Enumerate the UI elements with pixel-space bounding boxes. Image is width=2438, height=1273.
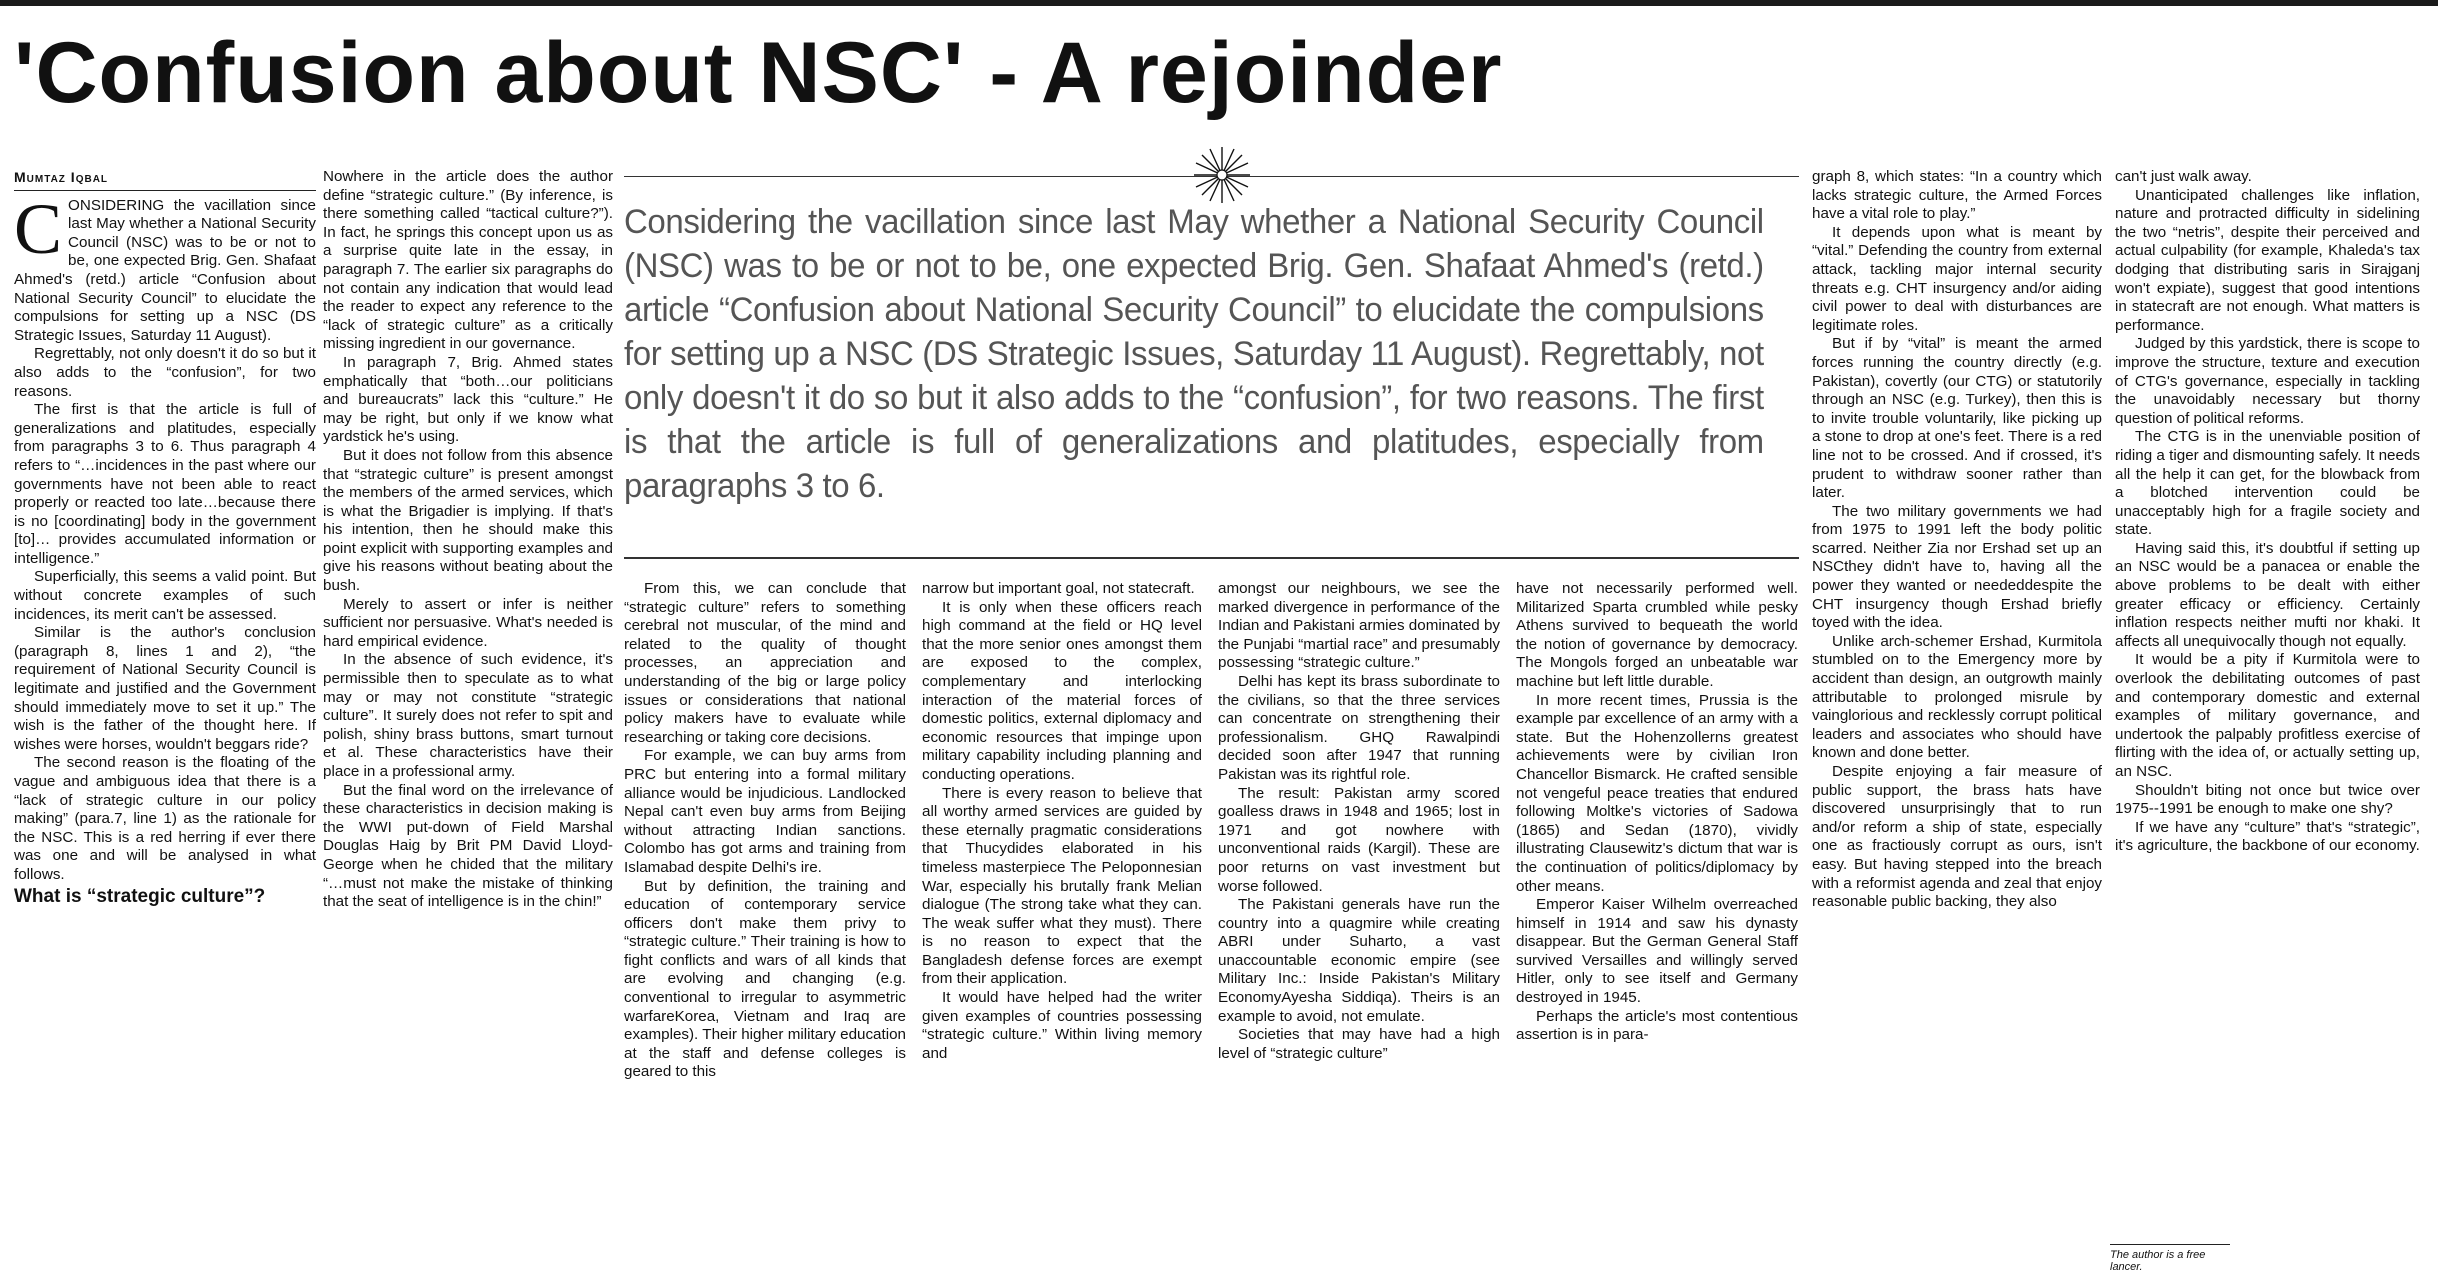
paragraph: Regrettably, not only doesn't it do so but it also adds to the “confusion”, for two reasons.: [14, 345, 316, 400]
paragraph: The first is that the article is full of generalizations and platitudes, especially from paragraphs 3 to 6. Thus paragraph 4 refers to “…incidences in the past where our governments have not been able to react properly or reacted too late…because there is no [coordinating] body in the government [to]… provides accumulated information or intelligence.”: [14, 401, 316, 567]
paragraph: But it does not follow from this absence that “strategic culture” is present amongst the members of the armed services, which is what the Brigadier is implying. If that's his intention, then he should make this point explicit with supporting examples and give his reasons without beating about the bush.: [323, 446, 613, 595]
paragraph: In the absence of such evidence, it's permissible then to speculate as to what may or may not constitute “strategic culture”. It surely does not refer to spit and polish, shiny brass buttons, smart turnout et al. These characteristics have their place in a professional army.: [323, 651, 613, 780]
paragraph: But the final word on the irrelevance of these characteristics in decision making is the WWI put-down of Field Marshal Douglas Haig by Brit PM David Lloyd-George when he chided that the military “…must not make the mistake of thinking that the seat of intelligence is in the chin!”: [323, 781, 613, 911]
paragraph: But if by “vital” is meant the armed forces running the country directly (e.g. Pakistan), covertly (our CTG) or statutorily through an NSC (e.g. Turkey), then this is to invite trouble voluntarily, like picking up a stone to drop at one's feet. There is a red line not to be crossed. And if crossed, it's prudent to withdraw sooner rather than later.: [1812, 335, 2102, 502]
starburst-icon: [1192, 145, 1252, 205]
column-8: [2115, 168, 2420, 856]
author-footnote: The author is a free lancer.: [2110, 1244, 2230, 1273]
paragraph: Nowhere in the article does the author define “strategic culture.” (By inference, is there something called “tactical culture?”). In fact, he springs this concept upon us as a surprise quite late in the essay, in paragraph 7. The earlier six paragraphs do not contain any indication that would lead the reader to expect any reference to the “lack of strategic culture” as a critically missing ingredient in our governance.: [323, 168, 613, 353]
top-rule: [0, 0, 2438, 6]
paragraph: From this, we can conclude that “strategic culture” refers to something cerebral not muscular, of the mind and related to the quality of thought processes, an appreciation and understanding of the big or large policy issues or considerations that national policy makers have to evaluate while researching or taking core decisions.: [624, 580, 906, 746]
paragraph: Judged by this yardstick, there is scope to improve the structure, texture and execution of CTG's governance, especially in tackling the unavoidably necessary but thorny question of political reforms.: [2115, 335, 2420, 427]
column-5: [1218, 580, 1500, 1063]
column-6: [1516, 580, 1798, 1045]
paragraph: can't just walk away.: [2115, 168, 2252, 185]
paragraph: It is only when these officers reach high command at the field or HQ level that the more senior ones amongst them are exposed to the complex, complementary and interlocking interaction of the material forces of domestic politics, external diplomacy and economic resources that impinge upon military capability including planning and conducting operations.: [922, 598, 1202, 783]
paragraph: amongst our neighbours, we see the marked divergence in performance of the Indian and Pakistani armies dominated by the Punjabi “martial race” and presumably possessing “strategic culture.”: [1218, 580, 1500, 672]
byline: Mumtaz Iqbal: [14, 168, 316, 191]
paragraph: Merely to assert or infer is neither sufficient nor persuasive. What's needed is hard empirical evidence.: [323, 595, 613, 650]
paragraph: In more recent times, Prussia is the example par excellence of an army with a state. But the Hohenzollerns greatest achievements were by civilian Iron Chancellor Bismarck. He crafted sensible not vengeful peace treaties that endured following Moltke's victories of Sadowa (1865) and Sedan (1870), vividly illustrating Clausewitz's dictum that war is the continuation of politics/diplomacy by other means.: [1516, 691, 1798, 895]
paragraph: Delhi has kept its brass subordinate to the civilians, so that the three services can concentrate on strengthening their professionalism. GHQ Rawalpindi decided soon after 1947 that running Pakistan was its rightful role.: [1218, 672, 1500, 783]
paragraph: graph 8, which states: “In a country which lacks strategic culture, the Armed Forces have a vital role to play.”: [1812, 168, 2102, 223]
column-3: [624, 580, 906, 1082]
paragraph: It would be a pity if Kurmitola were to overlook the debilitating outcomes of past and contemporary domestic and external examples of military governance, and undertook the palpably profitless exercise of flirting with the idea of, or actually setting up, an NSC.: [2115, 651, 2420, 780]
headline: 'Confusion about NSC' - A rejoinder: [14, 25, 1503, 121]
column-7: [1812, 168, 2102, 912]
paragraph: Similar is the author's conclusion (paragraph 8, lines 1 and 2), “the requirement of National Security Council is legitimate and justified and the Government should immediately move to set it up.” The wish is the father of the thought here. If wishes were horses, wouldn't beggars ride?: [14, 624, 316, 753]
paragraph: Superficially, this seems a valid point. But without concrete examples of such incidences, its merit can't be assessed.: [14, 568, 316, 623]
paragraph: The CTG is in the unenviable position of riding a tiger and dismounting safely. It needs all the help it can get, for the blowback from a blotched intervention could be unacceptably high for a fragile society and state.: [2115, 428, 2420, 539]
column-1: [14, 168, 316, 909]
drop-cap: C: [14, 188, 63, 269]
paragraph: The second reason is the floating of the vague and ambiguous idea that there is a “lack of strategic culture in our policy making” (para.7, line 1) as the rationale for the NSC. This is a red herring if ever there was one and will be analysed in what follows.: [14, 754, 316, 883]
paragraph: But by definition, the training and education of contemporary service officers don't make them privy to “strategic culture.” Their training is how to fight conflicts and wars of all kinds that are evolving and changing (e.g. conventional to irregular to asymmetric warfareKorea, Vietnam and Iraq are examples). Their higher military education at the staff and defense colleges is geared to this: [624, 877, 906, 1081]
column-4: [922, 580, 1202, 1063]
paragraph: For example, we can buy arms from PRC but entering into a formal military alliance would be injudicious. Landlocked Nepal can't even buy arms from Beijing without attracting Indian sanctions. Colombo has got arms and training from Islamabad despite Delhi's ire.: [624, 747, 906, 876]
pull-quote: Considering the vacillation since last May whether a National Security Council (NSC) was to be or not to be, one expected Brig. Gen. Shafaat Ahmed's (retd.) article “Confusion about National Security Council” to elucidate the compulsions for setting up a NSC (DS Strategic Issues, Saturday 11 August). Regrettably, not only doesn't it do so but it also adds to the “confusion”, for two reasons. The first is that the article is full of generalizations and platitudes, especially from paragraphs 3 to 6.: [624, 203, 1764, 505]
paragraph: Unanticipated challenges like inflation, nature and protracted difficulty in sidelining the two “netris”, despite their perceived and actual culpability (for example, Khaleda's tax dodging that distributing saris in Sirajganj won't expiate), suggest that good intentions in statecraft are not enough. What matters is performance.: [2115, 186, 2420, 334]
paragraph: Despite enjoying a fair measure of public support, the brass hats have discovered unsurprisingly that to run and/or reform a ship of state, especially one as fractiously corrupt as ours, isn't easy. But having stepped into the breach with a reformist agenda and zeal that enjoy reasonable public backing, they also: [1812, 763, 2102, 911]
paragraph: There is every reason to believe that all worthy armed services are guided by these eternally pragmatic considerations that Thucydides elaborated in his timeless masterpiece The Peloponnesian War, especially his brutally frank Melian dialogue (The strong take what they can. The weak suffer what they must). There is no reason to expect that the Bangladesh defense forces are exempt from their application.: [922, 784, 1202, 988]
paragraph: narrow but important goal, not statecraft.: [922, 580, 1195, 597]
subheading: What is “strategic culture”?: [14, 885, 266, 907]
paragraph: Emperor Kaiser Wilhelm overreached himself in 1914 and saw his dynasty disappear. But the German General Staff survived Versailles and willingly served Hitler, only to see itself and Germany destroyed in 1945.: [1516, 896, 1798, 1007]
paragraph: The result: Pakistan army scored goalless draws in 1948 and 1965; lost in 1971 and got nowhere with unconventional raids (Kargil). These are poor returns on vast investment but worse followed.: [1218, 784, 1500, 895]
paragraph: Societies that may have had a high level of “strategic culture”: [1218, 1026, 1500, 1062]
paragraph: In paragraph 7, Brig. Ahmed states emphatically that “both…our politicians and bureaucrats” lack this “culture.” He may be right, but only if we know what yardstick he's using.: [323, 353, 613, 446]
paragraph: The two military governments we had from 1975 to 1991 left the body politic scarred. Neither Zia nor Ershad set up an NSCthey didn't have to, having all the power they wanted or neededdespite the CHT insurgency though Ershad briefly toyed with the idea.: [1812, 502, 2102, 632]
paragraph: Perhaps the article's most contentious assertion is in para-: [1516, 1007, 1798, 1044]
column-2: [323, 168, 613, 912]
paragraph: If we have any “culture” that's “strategic”, it's agriculture, the backbone of our economy.: [2115, 818, 2420, 855]
paragraph: Having said this, it's doubtful if setting up an NSC would be a panacea or enable the above problems to be dealt with either greater efficacy or efficiency. Certainly inflation respects neither mufti nor khaki. It affects all unequivocally though not equally.: [2115, 539, 2420, 650]
paragraph: Unlike arch-schemer Ershad, Kurmitola stumbled on to the Emergency more by accident than design, an outgrowth mainly attributable to prolonged misrule by vainglorious and recklessly corrupt political leaders and associates who should have known and done better.: [1812, 632, 2102, 762]
pullquote-bottom-rule: [624, 557, 1799, 559]
paragraph: It depends upon what is meant by “vital.” Defending the country from external attack, tackling major internal security threats e.g. CHT insurgency and/or aiding civil power to deal with disturbances are legitimate roles.: [1812, 223, 2102, 334]
paragraph: have not necessarily performed well. Militarized Sparta crumbled while pesky Athens survived to bequeath the world the notion of governance by democracy. The Mongols forged an unbeatable war machine but left little durable.: [1516, 580, 1798, 690]
paragraph: Shouldn't biting not once but twice over 1975--1991 be enough to make one shy?: [2115, 781, 2420, 818]
paragraph: It would have helped had the writer given examples of countries possessing “strategic culture.” Within living memory and: [922, 989, 1202, 1062]
paragraph: CONSIDERING the vacillation since last May whether a National Security Council (NSC) was to be or not to be, one expected Brig. Gen. Shafaat Ahmed's (retd.) article “Confusion about National Security Council” to elucidate the compulsions for setting up a NSC (DS Strategic Issues, Saturday 11 August).: [14, 188, 316, 344]
paragraph: The Pakistani generals have run the country into a quagmire while creating ABRI under Suharto, a vast unaccountable economic empire (see Military Inc.: Inside Pakistan's Military EconomyAyesha Siddiqa). Theirs is an example to avoid, not emulate.: [1218, 896, 1500, 1025]
